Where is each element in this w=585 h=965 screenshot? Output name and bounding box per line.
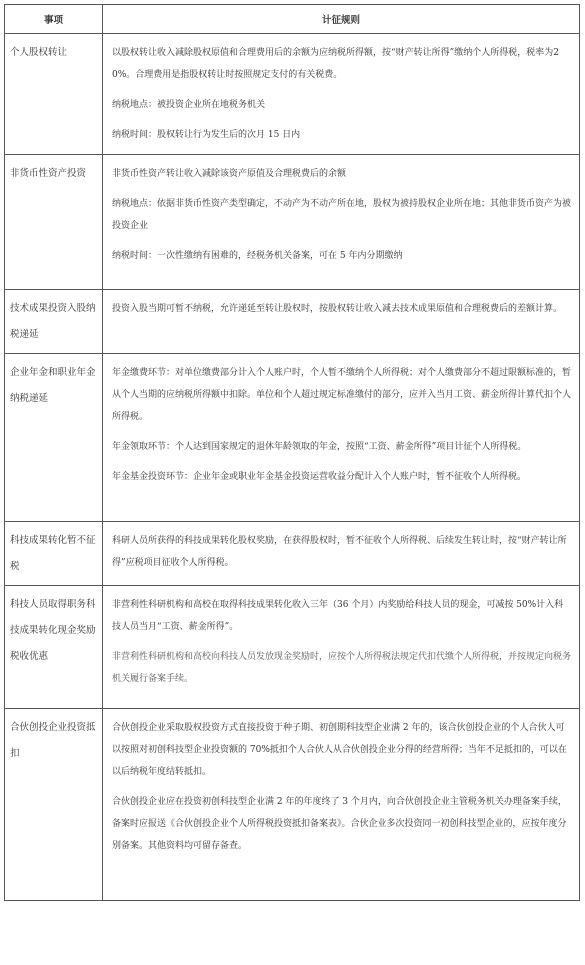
rule-paragraph: 非营利性科研机构和高校向科技人员发放现金奖励时，应按个人所得税法规定代扣代缴个人所得税，并按规定向税务机关履行备案手续。 [112,652,572,684]
rule-paragraph: 科研人员所获得的科技成果转化股权奖励，在获得股权时，暂不征收个人所得税、后续发生转让时，按“财产转让所得”应税项目征收个人所得税。 [112,536,567,568]
item-cell: 合伙创投企业投资抵扣 [5,709,103,901]
item-cell: 企业年金和职业年金纳税递延 [5,354,103,522]
tax-rules-table [4,4,580,901]
rule-paragraph: 投资入股当期可暂不纳税，允许递延至转让股权时，按股权转让收入减去技术成果原值和合理税费后的差额计算。 [112,304,563,314]
rule-cell [103,709,580,901]
item-cell: 科技人员取得职务科技成果转化现金奖励税收优惠 [5,586,103,709]
table-row [5,586,580,709]
rule-paragraph: 纳税地点：依据非货币性资产类型确定，不动产为不动产所在地，股权为被持股权企业所在地；其他非货币资产为被投资企业 [112,199,572,231]
rule-cell [103,586,580,709]
rule-paragraph: 非营利性科研机构和高校在取得科技成果转化收入三年（36 个月）内奖励给科技人员的现金，可减按 50%计入科技人员当月“工资、薪金所得”。 [112,600,564,632]
rule-cell [103,354,580,522]
rule-cell [103,522,580,586]
rule-cell [103,290,580,354]
rule-paragraph: 纳税时间：一次性缴纳有困难的，经税务机关备案，可在 5 年内分期缴纳 [112,251,403,261]
rule-paragraph: 非货币性资产转让收入减除该资产原值及合理税费后的余额 [112,169,347,179]
rule-paragraph: 合伙创投企业采取股权投资方式直接投资于种子期、初创期科技型企业满 2 年的，该合伙创投企业的个人合伙人可以按照对初创科技型企业投资额的 70%抵扣个人合伙人从合伙创投企业分得的经营所得；当年不足抵扣的，可以在以后纳税年度结转抵扣。 [112,723,567,777]
rule-cell [103,34,580,155]
rule-paragraph: 年金领取环节：个人达到国家规定的退休年龄领取的年金，按照“工资、薪金所得”项目计征个人所得税。 [112,442,527,452]
rule-paragraph: 纳税地点：被投资企业所在地税务机关 [112,100,266,110]
table-row [5,354,580,522]
rule-paragraph: 合伙创投企业应在投资初创科技型企业满 2 年的年度终了 3 个月内，向合伙创投企业主管税务机关办理备案手续，备案时应报送《合伙创投企业个人所得税投资抵扣备案表》。合伙企业多次投资同一初创科技型企业的，应按年度分别备案。其他资料均可留存备查。 [112,797,567,851]
table-row [5,290,580,354]
table-row [5,34,580,155]
rule-paragraph: 以股权转让收入减除股权原值和合理费用后的余额为应纳税所得额，按“财产转让所得”缴纳个人所得税，税率为20%。合理费用是指股权转让时按照规定支付的有关税费。 [112,48,559,80]
rule-paragraph: 年金缴费环节：对单位缴费部分计入个人账户时，个人暂不缴纳个人所得税；对个人缴费部分不超过限额标准的，暂从个人当期的应纳税所得额中扣除。单位和个人超过规定标准缴付的部分，应并入当月工资、薪金所得计算代扣个人所得税。 [112,368,572,422]
header-item: 事项 [5,5,103,34]
item-cell: 个人股权转让 [5,34,103,155]
table-row [5,522,580,586]
item-cell: 科技成果转化暂不征税 [5,522,103,586]
header-row [5,5,580,34]
item-cell: 技术成果投资入股纳税递延 [5,290,103,354]
item-cell: 非货币性资产投资 [5,155,103,290]
table-row [5,155,580,290]
rule-paragraph: 年金基金投资环节：企业年金或职业年金基金投资运营收益分配计入个人账户时，暂不征收个人所得税。 [112,472,527,482]
rule-paragraph: 纳税时间：股权转让行为发生后的次月 15 日内 [112,130,301,140]
header-rule: 计征规则 [103,5,580,34]
table-row [5,709,580,901]
rule-cell [103,155,580,290]
